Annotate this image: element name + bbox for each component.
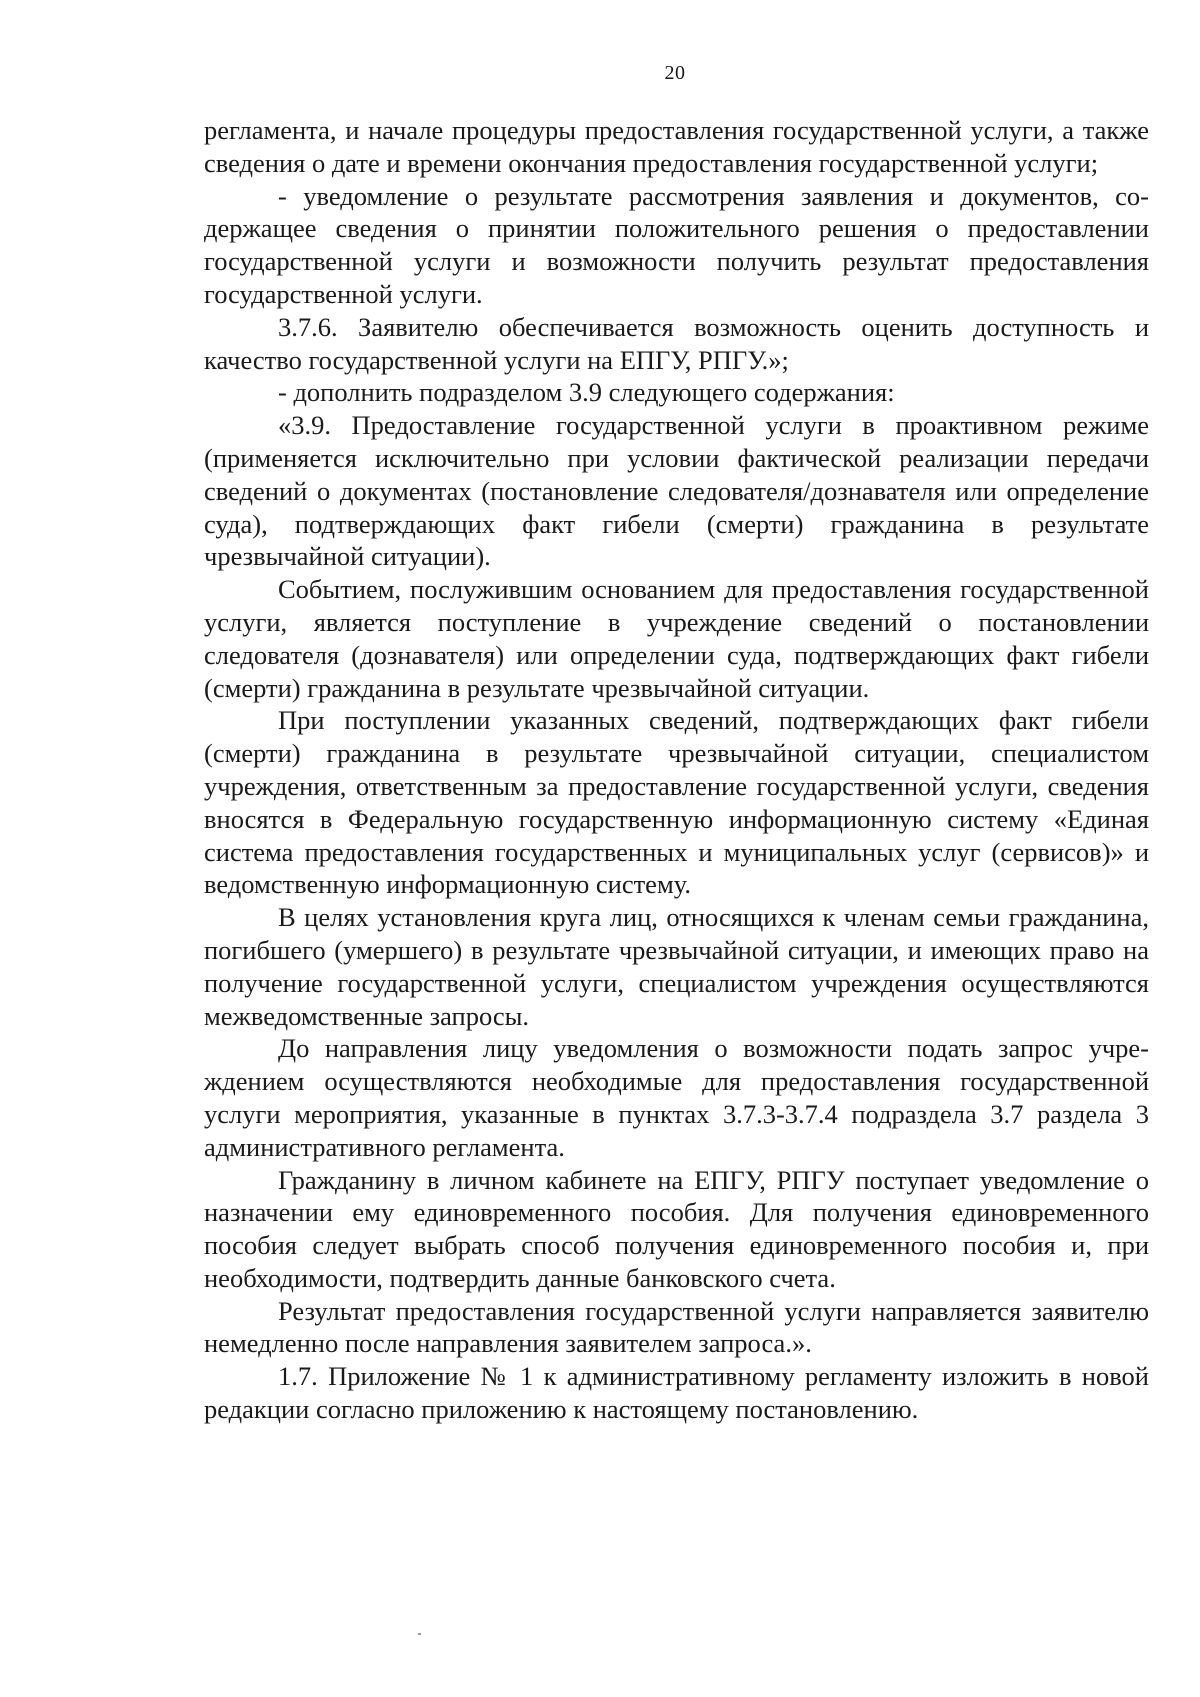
paragraph-notification-result: - уведомление о результате рассмотрения заявления и документов, содержащее сведения о принятии положительного решения о предоставлении государственной услуги и возможности получить результат предоставления государственной услуги. [204, 180, 1149, 309]
paragraph-trigger-event: Событием, послужившим основанием для предоставления государственной услуги, является поступление в учреждение сведений о постановлении следователя (дознавателя) или определении суда, подтверждающих факт гибели (смерти) гражданина в результате чрезвычайной ситуации. [204, 574, 1149, 703]
document-body [204, 114, 1149, 1426]
page-number: 20 [664, 62, 686, 84]
scan-speck [418, 1633, 421, 1635]
paragraph-result-sent: Результат предоставления государственной услуги направляется заявителю немедленно после направления заявителем запроса.». [204, 1295, 1149, 1359]
paragraph-information-entry: При поступлении указанных сведений, подтверждающих факт гибели (смерти) гражданина в результате чрезвычайной ситуации, специалистом учреждения, ответственным за предоставление государственной услуги, сведения вносятся в Федеральную государственную информационную систему «Единая система предоставления государственных и муниципальных услуг (сервисов)» и ведомственную информационную систему. [204, 705, 1149, 900]
paragraph-continuation: регламента, и начале процедуры предоставления государственной услуги, а также сведения о дате и времени окончания предоставления государственной услуги; [204, 115, 1149, 178]
paragraph-3-9-heading: «3.9. Предоставление государственной услуги в проактивном режиме (применяется исключительно при условии фактической реализации передачи сведений о документах (постановление следователя/дознавателя или определение суда), подтверждающих факт гибели (смерти) гражданина в результате чрезвычайной ситуации). [204, 410, 1149, 572]
paragraph-personal-account-notice: Гражданину в личном кабинете на ЕПГУ, РПГУ поступает уведомление о назначении ему единовременного пособия. Для получения единовременного пособия следует выбрать способ получения единовременного пособия и, при необходимости, подтвердить данные банковского счета. [204, 1164, 1149, 1293]
paragraph-appendix-1-7: 1.7. Приложение № 1 к административному регламенту изложить в новой редакции согласно приложению к настоящему постановлению. [204, 1361, 1149, 1425]
paragraph-3-7-6: 3.7.6. Заявителю обеспечивается возможность оценить доступность и качество государственной услуги на ЕПГУ, РПГУ.»; [204, 311, 1149, 375]
paragraph-add-subsection: - дополнить подразделом 3.9 следующего содержания: [278, 377, 895, 408]
paragraph-interagency-requests: В целях установления круга лиц, относящихся к членам семьи гражданина, погибшего (умершего) в результате чрезвычайной ситуации, и имеющих право на получение государственной услуги, специалистом учреждения осуществляются межведомственные запросы. [204, 902, 1149, 1031]
paragraph-preliminary-measures: До направления лицу уведомления о возможности подать запрос учреждением осуществляются необходимые для предоставления государственной услуги мероприятия, указанные в пунктах 3.7.3-3.7.4 подраздела 3.7 раздела 3 административного регламента. [204, 1033, 1149, 1162]
